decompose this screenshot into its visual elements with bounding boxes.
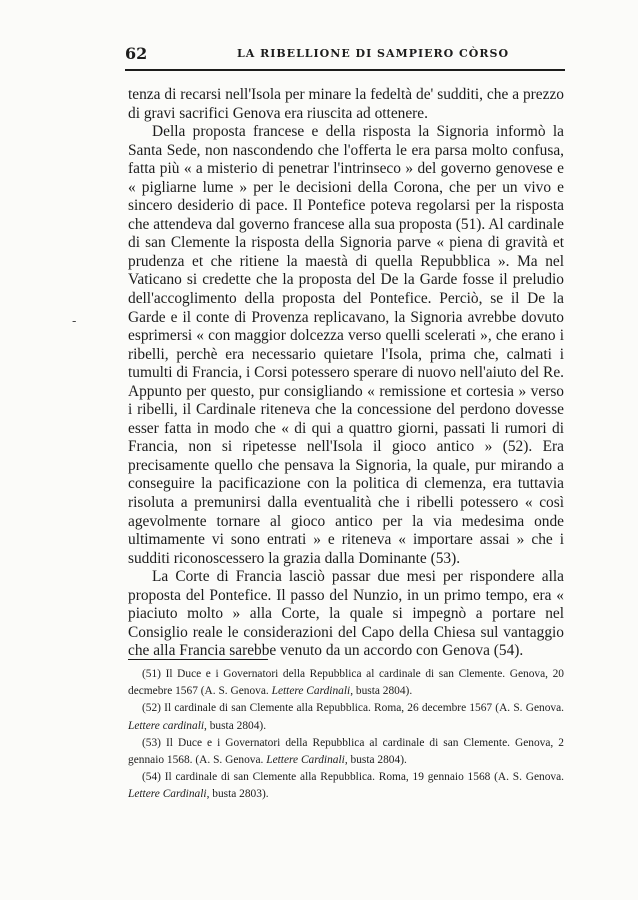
paragraph: La Corte di Francia lasciò passar due mesi per rispondere alla proposta del Pontefice. Il passo del Nunzio, in un primo tempo, era « piaciuto molto » alla Corte, la quale si impegnò a portare nel Consiglio reale le considerazioni del Capo della Chiesa sul vantaggio che alla Francia sarebbe venuto da un accordo con Genova (54). bbox=[128, 568, 564, 660]
header-rule bbox=[125, 69, 565, 71]
footnote-text: (53) Il Duce e i Governatori della Repubblica al cardinale di san Clemente. Genova, 2 gennaio 1568. (A. S. Genova. bbox=[128, 736, 564, 767]
running-title: LA RIBELLIONE DI SAMPIERO CÒRSO bbox=[237, 47, 510, 60]
footnote-source-title: Lettere cardinali bbox=[128, 719, 205, 732]
footnote-source-title: Lettere Cardinali bbox=[266, 754, 345, 767]
footnote bbox=[128, 769, 564, 803]
paragraph-continuation: tenza di recarsi nell'Isola per minare la fedeltà de' sudditi, che a prezzo di gravi sacrifici Genova era riuscita ad ottenere. bbox=[128, 86, 564, 122]
footnote bbox=[128, 700, 564, 734]
page-number: 62 bbox=[125, 44, 148, 63]
margin-mark: - bbox=[72, 314, 77, 329]
footnote-text: , busta 2803). bbox=[206, 788, 269, 801]
footnote-text: (54) Il cardinale di san Clemente alla Repubblica. Roma, 19 gennaio 1568 (A. S. Genova. bbox=[142, 771, 564, 784]
footnote-source-title: Lettere Cardinali bbox=[271, 685, 351, 698]
paragraph: Della proposta francese e della risposta la Signoria informò la Santa Sede, non nascondendo che l'offerta le era parsa molto confusa, fatta più « a misterio di penetrar l'intrinseco » del governo genovese e « pigliarne lume » per le decisioni della Corona, che per un vivo e sincero desiderio di pace. Il Pontefice poteva regolarsi per la risposta che attendeva dal governo francese alla sua proposta (51). Al cardinale di san Clemente la risposta della Signoria parve « piena di gravità et prudenza et che ritiene la maestà di quella Repubblica ». Ma nel Vaticano si credette che la proposta del De la Garde fosse il preludio dell'accoglimento della proposta del Pontefice. Perciò, se il De la Garde e il conte di Provenza replicavano, la Signoria avrebbe dovuto esprimersi « con maggior dolcezza verso quelli scelerati », che erano i ribelli, perchè era necessario quietare l'Isola, prima che, calmati i tumulti di Francia, i Corsi potessero sperare di nuovo nell'aiuto del Re. Appunto per questo, pur consigliando « remissione et cortesia » verso i ribelli, il Cardinale riteneva che la concessione del perdono dovesse esser fatta in modo che « di qui a quattro giorni, passati li rumori di Francia, non si ripetesse nell'Isola il gioco antico » (52). Era precisamente quello che pensava la Signoria, la quale, pur mirando a conseguire la pacificazione con la politica di clemenza, era tuttavia risoluta a premunirsi dalla eventualità che i ribelli potessero « così agevolmente tornare al gioco antico per la via medesima onde ultimamente vi sono entrati » e riteneva « importare assai » che i sudditi riconoscessero la grazia dalla Dominante (53). bbox=[128, 123, 564, 567]
footnote-rule bbox=[128, 659, 268, 660]
footnote-text: , busta 2804). bbox=[204, 719, 267, 732]
footnote-text: , busta 2804). bbox=[350, 685, 413, 698]
footnotes bbox=[128, 666, 564, 804]
page-header bbox=[125, 44, 565, 68]
footnote bbox=[128, 666, 564, 700]
footnote-text: , busta 2804). bbox=[344, 754, 407, 767]
footnote bbox=[128, 735, 564, 769]
footnote-source-title: Lettere Cardinali bbox=[128, 788, 207, 801]
footnote-text: (51) Il Duce e i Governatori della Repubblica al cardinale di san Clemente. Genova, 20 decmebre 1567 (A. S. Genova. bbox=[128, 668, 564, 698]
footnote-text: (52) Il cardinale di san Clemente alla Repubblica. Roma, 26 decembre 1567 (A. S. Genova. bbox=[142, 702, 564, 715]
body-text bbox=[128, 86, 564, 661]
